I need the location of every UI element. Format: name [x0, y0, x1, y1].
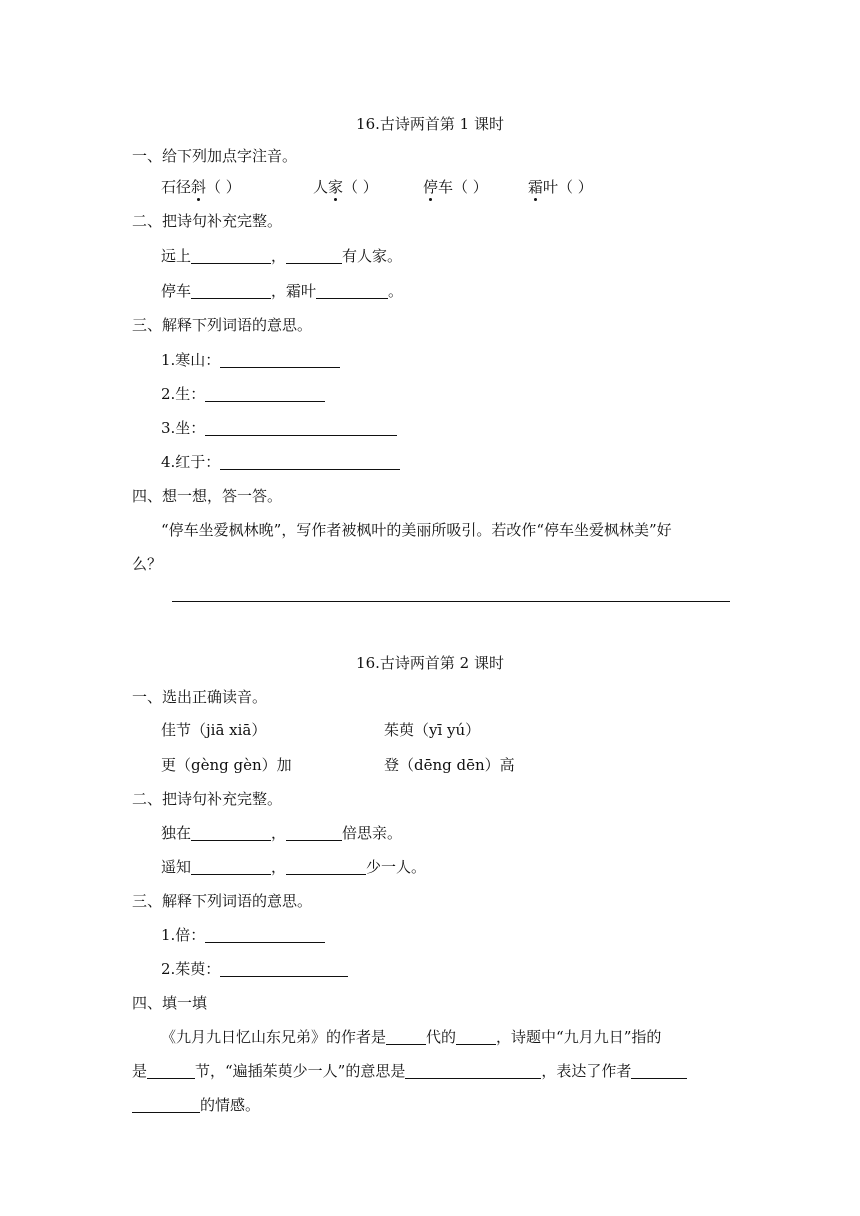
- l2-sec2-heading: 二、把诗句补充完整。: [132, 790, 283, 808]
- lesson2-title: 16.古诗两首第 2 课时: [356, 654, 504, 672]
- l1-sec4-question-line-1: “停车坐爱枫林晚”，写作者被枫叶的美丽所吸引。若改作“停车坐爱枫林美”好: [161, 521, 672, 539]
- fill-blank[interactable]: [191, 824, 271, 841]
- l1-sec1-heading: 一、给下列加点字注音。: [132, 147, 298, 165]
- l2-sec4-paragraph-line-2: 是 节，“遍插茱萸少一人”的意思是 ，表达了作者: [132, 1061, 687, 1081]
- l2-sec4-heading: 四、填一填: [132, 994, 208, 1012]
- fill-blank[interactable]: [631, 1062, 687, 1079]
- fill-blank[interactable]: [205, 419, 397, 436]
- l1-sec3-heading: 三、解释下列词语的意思。: [132, 316, 313, 334]
- l2-sec3-item-2: 2.茱萸：: [161, 959, 348, 979]
- l2-sec3-item-1: 1.倍：: [161, 925, 325, 945]
- lesson1-title: 16.古诗两首第 1 课时: [356, 115, 504, 133]
- l2-sec1-option-4[interactable]: 登（dēng dēn）高: [384, 756, 515, 774]
- fill-blank[interactable]: [316, 282, 388, 299]
- fill-blank[interactable]: [191, 247, 271, 264]
- fill-blank[interactable]: [191, 282, 271, 299]
- fill-blank[interactable]: [220, 960, 348, 977]
- answer-blank[interactable]: （ ）: [343, 178, 378, 196]
- fill-blank[interactable]: [191, 858, 271, 875]
- fill-blank[interactable]: [132, 1096, 200, 1113]
- l1-sec1-item-4: 霜叶（ ）: [528, 178, 593, 196]
- l1-sec1-item-2: 人家（ ）: [313, 178, 378, 196]
- l2-sec1-heading: 一、选出正确读音。: [132, 688, 268, 706]
- l2-sec2-line-1: 独在 ， 倍思亲。: [161, 824, 403, 842]
- fill-blank[interactable]: [286, 247, 342, 264]
- l1-sec3-item-1: 1.寒山：: [161, 350, 340, 370]
- fill-blank[interactable]: [286, 824, 342, 841]
- fill-blank[interactable]: [220, 453, 400, 470]
- l1-sec2-line-1: 远上 ， 有人家。: [161, 247, 403, 265]
- l1-sec2-heading: 二、把诗句补充完整。: [132, 212, 283, 230]
- l1-sec2-line-2: 停车 ，霜叶 。: [161, 282, 404, 300]
- l2-sec1-option-2[interactable]: 茱萸（yī yú）: [384, 721, 481, 739]
- fill-blank[interactable]: [205, 385, 325, 402]
- l2-sec2-line-2: 遥知 ， 少一人。: [161, 858, 427, 876]
- l1-sec1-item-1: 石径斜（ ）: [161, 178, 241, 196]
- l2-sec4-paragraph-line-1: 《九月九日忆山东兄弟》的作者是 代的 ，诗题中“九月九日”指的: [161, 1028, 662, 1046]
- l1-sec1-item-3: 停车（ ）: [423, 178, 488, 196]
- fill-blank[interactable]: [147, 1062, 195, 1079]
- fill-blank[interactable]: [205, 926, 325, 943]
- answer-blank[interactable]: （ ）: [453, 178, 488, 196]
- l2-sec1-option-3[interactable]: 更（gèng gèn）加: [161, 756, 292, 774]
- l1-sec4-heading: 四、想一想，答一答。: [132, 487, 283, 505]
- l1-sec3-item-4: 4.红于：: [161, 452, 400, 472]
- fill-blank[interactable]: [220, 351, 340, 368]
- fill-blank[interactable]: [456, 1028, 496, 1045]
- l2-sec1-option-1[interactable]: 佳节（jiā xiā）: [161, 721, 267, 739]
- fill-blank[interactable]: [386, 1028, 426, 1045]
- l2-sec4-paragraph-line-3: 的情感。: [132, 1095, 260, 1115]
- answer-blank[interactable]: （ ）: [206, 178, 241, 196]
- l1-sec3-item-3: 3.坐：: [161, 418, 397, 438]
- answer-blank[interactable]: （ ）: [558, 178, 593, 196]
- fill-blank[interactable]: [405, 1062, 541, 1079]
- fill-blank[interactable]: [286, 858, 366, 875]
- answer-line[interactable]: [172, 601, 730, 602]
- l2-sec3-heading: 三、解释下列词语的意思。: [132, 892, 313, 910]
- l1-sec3-item-2: 2.生：: [161, 384, 325, 404]
- l1-sec4-question-line-2: 么？: [132, 555, 163, 573]
